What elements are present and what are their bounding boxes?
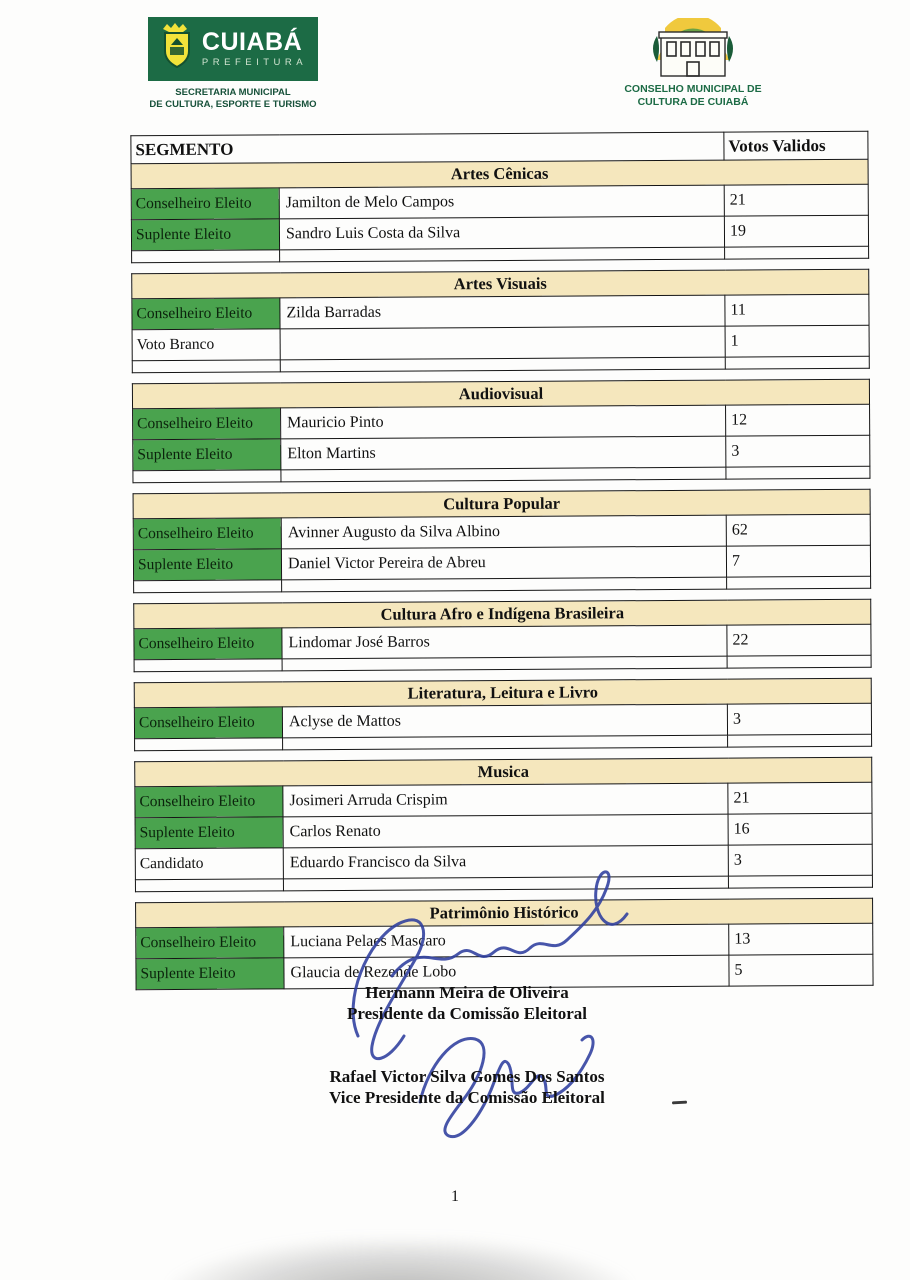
name-cell: Avinner Augusto da Silva Albino — [281, 515, 726, 549]
section-title: Patrimônio Histórico — [136, 898, 873, 928]
name-cell: Glaucia de Rezende Lobo — [284, 955, 729, 989]
name-cell: Elton Martins — [281, 436, 726, 470]
section-audiovisual — [132, 379, 871, 484]
name-cell: Zilda Barradas — [280, 295, 725, 329]
role-cell: Conselheiro Eleito — [135, 786, 283, 818]
votes-cell: 3 — [727, 703, 871, 735]
secretaria-line2: DE CULTURA, ESPORTE E TURISMO — [149, 98, 317, 110]
table-row — [136, 923, 873, 959]
signature-block-president — [262, 982, 672, 1024]
empty-cell — [133, 470, 281, 483]
conselho-line1: CONSELHO MUNICIPAL DE — [624, 83, 762, 95]
section-title: Artes Cênicas — [131, 159, 868, 189]
city-subtitle: PREFEITURA — [201, 57, 308, 69]
conselho-caption — [617, 83, 769, 108]
name-cell — [280, 326, 725, 360]
section-artes-visuais — [131, 269, 870, 374]
vice-president-title: Vice Presidente da Comissão Eleitoral — [329, 1088, 605, 1107]
empty-cell — [134, 659, 282, 672]
votes-cell: 3 — [726, 435, 870, 467]
section-title: Cultura Afro e Indígena Brasileira — [134, 599, 871, 629]
table-row — [132, 325, 869, 361]
empty-cell — [725, 356, 869, 369]
segment-column-header: SEGMENTO — [131, 132, 724, 164]
votes-cell: 19 — [724, 215, 868, 247]
name-cell: Josimeri Arruda Crispim — [283, 783, 728, 817]
name-cell: Mauricio Pinto — [281, 405, 726, 439]
scan-shadow-artifact — [170, 1238, 630, 1280]
president-name: Hermann Meira de Oliveira — [365, 983, 569, 1002]
empty-cell — [726, 466, 870, 479]
role-cell: Suplente Eleito — [133, 549, 281, 581]
empty-cell — [135, 738, 283, 751]
role-cell: Conselheiro Eleito — [134, 628, 282, 660]
section-title: Musica — [135, 757, 872, 787]
role-cell: Suplente Eleito — [133, 439, 281, 471]
prefeitura-logo — [148, 17, 318, 111]
name-cell: Lindomar José Barros — [282, 625, 727, 659]
results-table-area — [130, 131, 874, 1000]
signature-block-vice-president — [262, 1066, 672, 1108]
empty-cell — [727, 655, 871, 668]
votes-cell: 21 — [728, 782, 872, 814]
name-cell: Eduardo Francisco da Silva — [283, 845, 728, 879]
table-row — [133, 404, 870, 440]
section-musica — [134, 757, 873, 893]
table-row — [131, 215, 868, 251]
cuiaba-shield-icon — [159, 23, 195, 76]
name-cell: Sandro Luis Costa da Silva — [279, 216, 724, 250]
empty-cell — [282, 577, 727, 592]
empty-cell — [727, 576, 871, 589]
secretaria-caption — [148, 87, 318, 111]
votes-cell: 21 — [724, 184, 868, 216]
empty-cell — [725, 246, 869, 259]
section-cultura-afro-indigena — [133, 599, 871, 673]
name-cell: Daniel Victor Pereira de Abreu — [281, 546, 726, 580]
name-cell: Carlos Renato — [283, 814, 728, 848]
role-cell: Candidato — [135, 848, 283, 880]
conselho-line2: CULTURA DE CUIABÁ — [637, 95, 749, 108]
section-title: Cultura Popular — [133, 489, 870, 519]
section-title: Artes Visuais — [132, 269, 869, 299]
page-number: 1 — [451, 1188, 459, 1205]
empty-cell — [282, 656, 727, 671]
stray-pen-mark — [672, 1101, 687, 1105]
votes-cell: 16 — [728, 813, 872, 845]
role-cell: Conselheiro Eleito — [132, 298, 280, 330]
name-cell: Luciana Pelaes Mascaro — [284, 924, 729, 958]
votes-cell: 1 — [725, 325, 869, 357]
table-row — [133, 514, 870, 550]
empty-cell — [728, 875, 872, 888]
empty-cell — [283, 735, 728, 750]
role-cell: Conselheiro Eleito — [136, 927, 284, 959]
table-row — [133, 545, 870, 581]
section-cultura-popular — [133, 489, 872, 594]
table-row — [133, 435, 870, 471]
empty-cell — [132, 360, 280, 373]
president-title: Presidente da Comissão Eleitoral — [346, 1004, 588, 1023]
role-cell: Conselheiro Eleito — [133, 408, 281, 440]
votes-cell: 62 — [726, 514, 870, 546]
secretaria-line1: SECRETARIA MUNICIPAL — [175, 87, 291, 98]
table-row — [135, 782, 872, 818]
name-cell: Aclyse de Mattos — [282, 704, 727, 738]
votes-cell: 3 — [728, 844, 872, 876]
empty-cell — [280, 357, 725, 372]
votes-cell: 7 — [726, 545, 870, 577]
column-header-row — [131, 131, 868, 164]
table-row — [135, 813, 872, 849]
votes-cell: 13 — [729, 923, 873, 955]
empty-cell — [135, 879, 283, 892]
prefeitura-logo-words — [202, 30, 307, 68]
empty-cell — [134, 580, 282, 593]
role-cell: Suplente Eleito — [131, 219, 279, 251]
section-title: Literatura, Leitura e Livro — [134, 678, 871, 708]
table-row — [134, 624, 871, 660]
table-row — [135, 844, 872, 880]
votes-column-header: Votos Validos — [724, 131, 868, 160]
section-literatura — [134, 678, 872, 752]
section-artes-cenicas — [130, 131, 869, 264]
city-name: CUIABÁ — [201, 28, 303, 57]
table-row — [134, 703, 871, 739]
role-cell: Conselheiro Eleito — [134, 707, 282, 739]
table-row — [132, 294, 869, 330]
empty-cell — [283, 876, 728, 891]
role-cell: Conselheiro Eleito — [133, 518, 281, 550]
section-patrimonio-historico — [135, 898, 874, 991]
empty-cell — [132, 250, 280, 263]
votes-cell: 22 — [727, 624, 871, 656]
prefeitura-logo-box — [148, 17, 318, 81]
empty-cell — [728, 734, 872, 747]
votes-cell: 11 — [725, 294, 869, 326]
name-cell: Jamilton de Melo Campos — [279, 185, 724, 219]
table-row — [131, 184, 868, 220]
empty-cell — [280, 247, 725, 262]
role-cell: Voto Branco — [132, 329, 280, 361]
conselho-logo — [617, 18, 769, 108]
role-cell: Conselheiro Eleito — [131, 188, 279, 220]
section-title: Audiovisual — [132, 379, 869, 409]
role-cell: Suplente Eleito — [136, 958, 284, 990]
role-cell: Suplente Eleito — [135, 817, 283, 849]
votes-cell: 5 — [729, 954, 873, 986]
empty-cell — [281, 467, 726, 482]
vice-president-name: Rafael Victor Silva Gomes Dos Santos — [329, 1067, 605, 1086]
votes-cell: 12 — [726, 404, 870, 436]
conselho-building-icon — [617, 18, 769, 80]
